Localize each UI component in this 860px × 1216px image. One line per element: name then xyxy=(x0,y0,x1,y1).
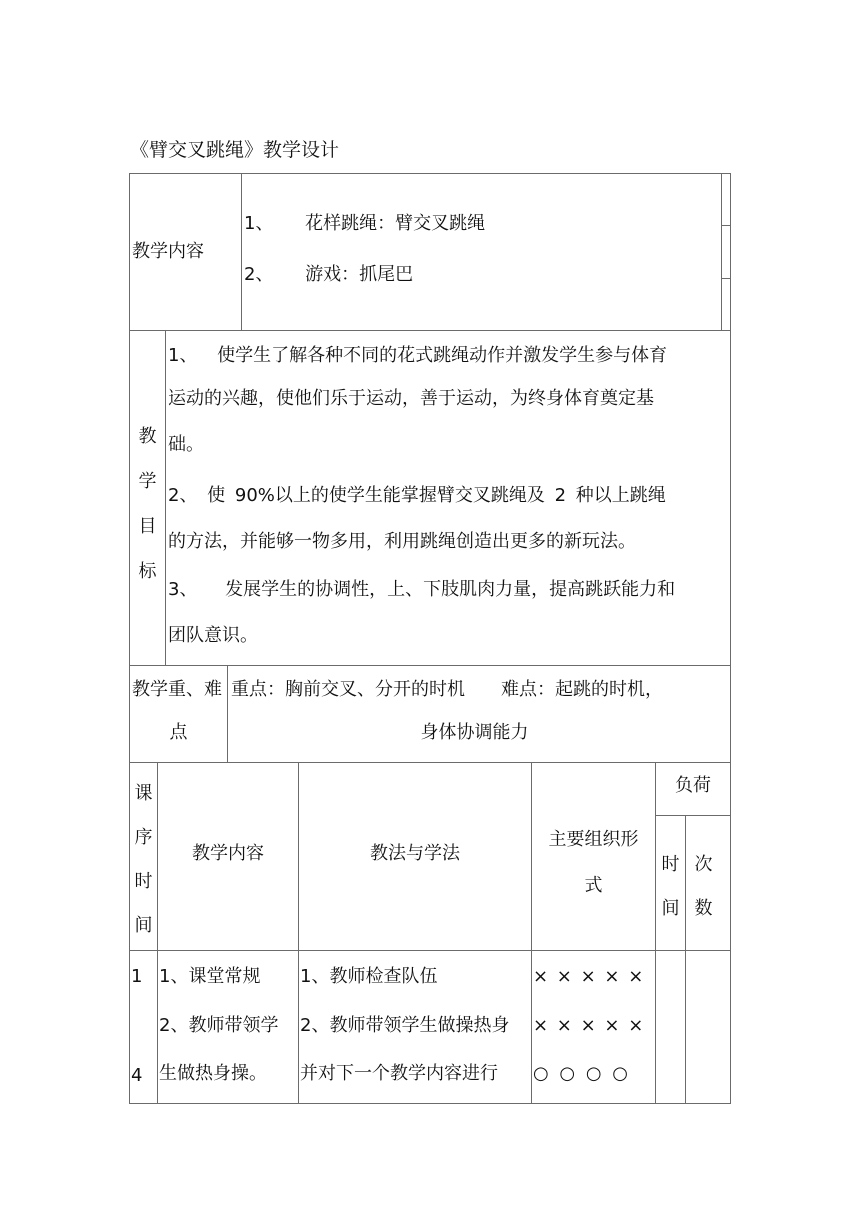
col-load-header: 负荷 xyxy=(675,775,711,796)
col-divider xyxy=(157,762,158,1103)
table-border-bottom xyxy=(129,1103,731,1104)
content-item-2: 2、 游戏：抓尾巴 xyxy=(244,264,414,285)
row-divider xyxy=(129,330,731,331)
inner-right-rule xyxy=(721,173,722,330)
col-divider xyxy=(165,330,166,665)
goal-line: 1、 使学生了解各种不同的花式跳绳动作并激发学生参与体育 xyxy=(168,345,668,366)
row-method-line: 1、教师检查队伍 xyxy=(300,966,438,987)
load-subdivider xyxy=(655,815,731,816)
col-formation-header: 主要组织形 式 xyxy=(548,829,639,896)
col-divider xyxy=(298,762,299,1103)
row-content-line: 2、教师带领学 xyxy=(159,1015,279,1036)
col-order-header: 课 序 时 间 xyxy=(134,783,153,936)
key-points-label-2: 点 xyxy=(169,722,188,743)
table-border-top xyxy=(129,173,731,174)
col-content-header: 教学内容 xyxy=(192,843,264,864)
row-content-line: 1、课堂常规 xyxy=(159,966,261,987)
goal-line: 运动的兴趣，使他们乐于运动，善于运动，为终身体育奠定基 xyxy=(168,388,654,409)
col-divider xyxy=(227,665,228,762)
key-points-text: 重点：胸前交叉、分开的时机 难点：起跳的时机， xyxy=(231,679,663,700)
edge-tick xyxy=(721,278,731,279)
formation-row: ○ ○ ○ ○ xyxy=(533,1063,628,1084)
col-divider xyxy=(655,762,656,1103)
col-load-time-header: 时 间 xyxy=(661,854,680,919)
goal-line: 2、 使 90%以上的使学生能掌握臂交叉跳绳及 2 种以上跳绳 xyxy=(168,485,666,506)
table-border-right xyxy=(730,173,731,1104)
col-divider xyxy=(241,173,242,330)
row-order-digit: 1 xyxy=(131,966,143,987)
row-divider xyxy=(129,950,731,951)
col-load-count-header: 次 数 xyxy=(694,854,713,919)
row-method-line: 并对下一个教学内容进行 xyxy=(300,1063,498,1084)
goal-line: 的方法，并能够一物多用，利用跳绳创造出更多的新玩法。 xyxy=(168,531,636,552)
col-method-header: 教法与学法 xyxy=(370,843,460,864)
document-title: 《臂交叉跳绳》教学设计 xyxy=(130,139,340,161)
goal-line: 团队意识。 xyxy=(168,625,258,646)
key-points-label: 教学重、难 xyxy=(132,679,222,700)
goal-line: 3、 发展学生的协调性，上、下肢肌肉力量，提高跳跃能力和 xyxy=(168,579,676,600)
row-divider xyxy=(129,762,731,763)
edge-tick xyxy=(721,225,731,226)
key-points-text-2: 身体协调能力 xyxy=(420,722,529,743)
content-label: 教学内容 xyxy=(132,241,204,262)
row-content-line: 生做热身操。 xyxy=(159,1063,267,1084)
formation-row: × × × × × xyxy=(533,1015,644,1036)
goals-label: 教 学 目 标 xyxy=(138,426,157,582)
goal-line: 础。 xyxy=(168,434,204,455)
row-divider xyxy=(129,665,731,666)
row-order-digit: 4 xyxy=(131,1065,143,1086)
table-border-left xyxy=(129,173,130,1104)
row-method-line: 2、教师带领学生做操热身 xyxy=(300,1015,510,1036)
content-item-1: 1、 花样跳绳：臂交叉跳绳 xyxy=(244,213,486,234)
formation-row: × × × × × xyxy=(533,966,644,987)
col-divider xyxy=(531,762,532,1103)
